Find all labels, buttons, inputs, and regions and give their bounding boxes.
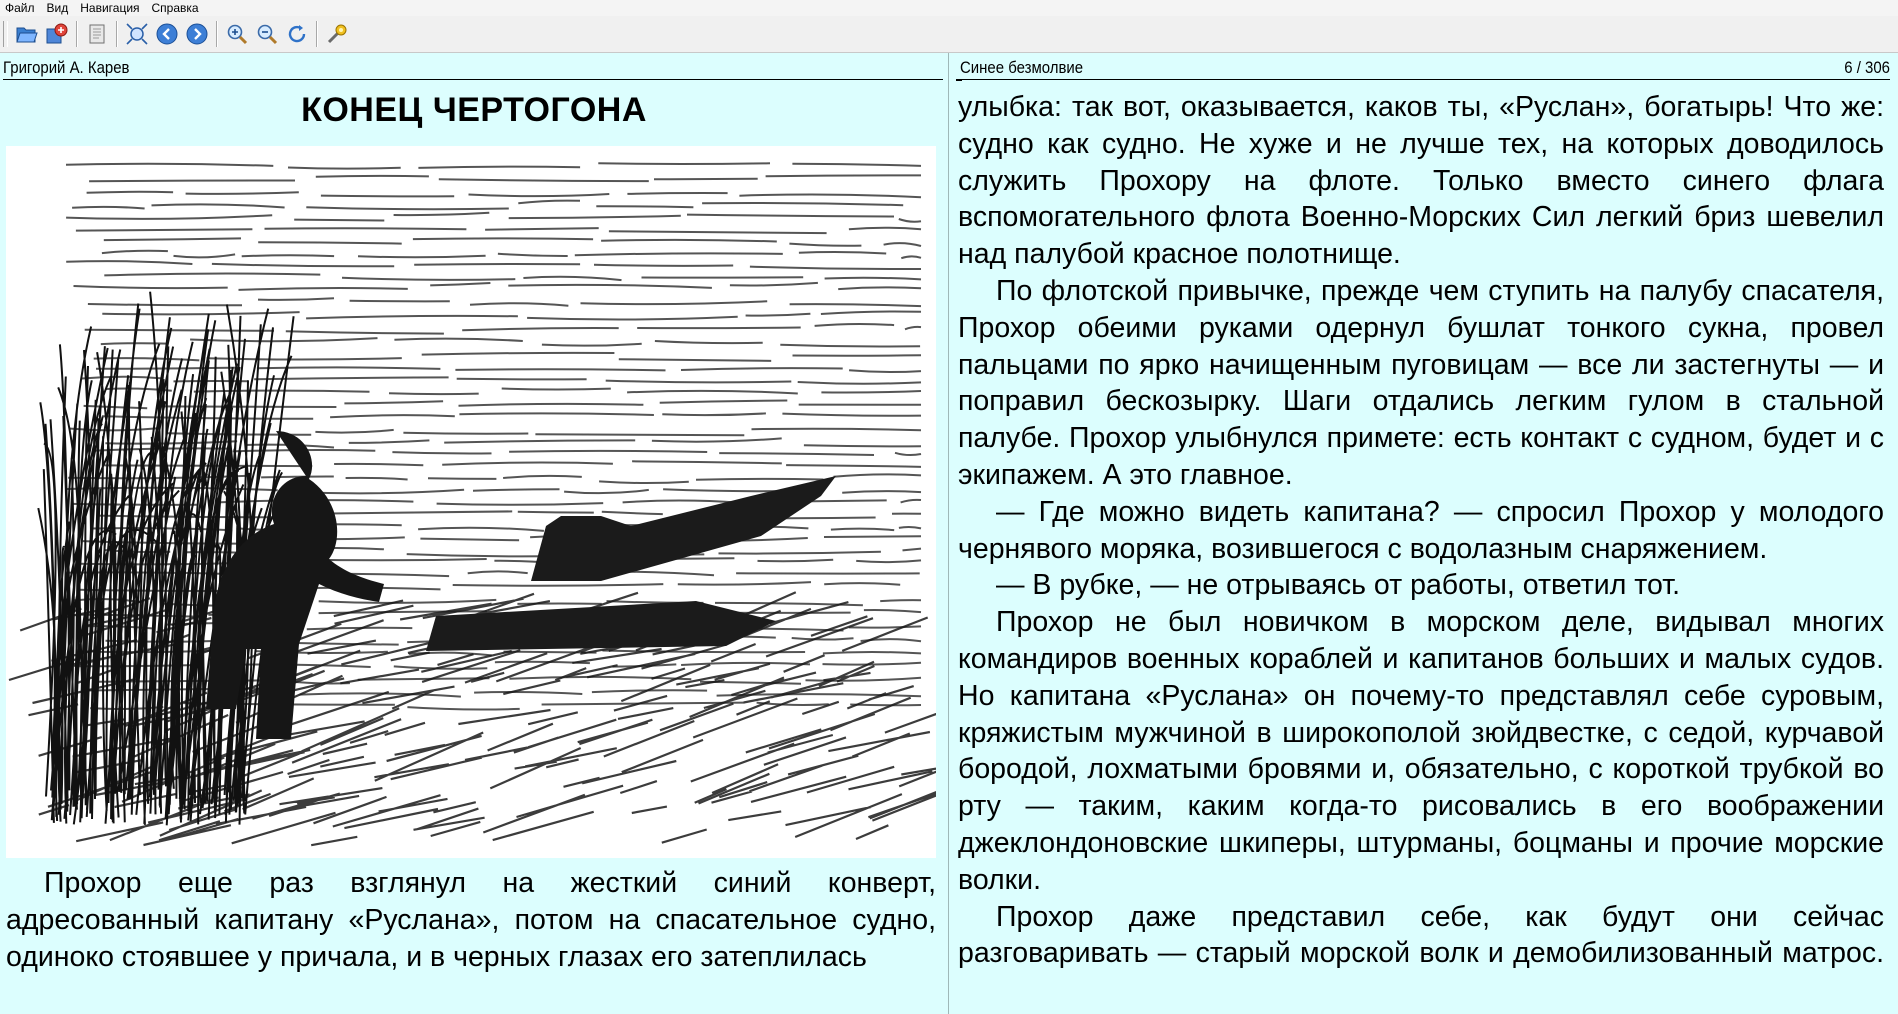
open-icon bbox=[15, 22, 39, 46]
recent-button[interactable] bbox=[44, 20, 70, 48]
paragraph: улыбка: так вот, оказывается, каков ты, «Руслан», богатырь! Что же: судно как судно. Не хуже и не лучше тех, на которых доводилось служить Прохору на флоте. Только вместо синего флага вспомогательного флота Военно-Морских Сил легкий бриз шевелил над палубой красное полотнище. bbox=[958, 91, 1884, 271]
fit-page-icon bbox=[125, 22, 149, 46]
page-header bbox=[3, 57, 943, 80]
paragraph: Прохор даже представил себе, как будут они сейчас разговаривать — старый морской волк и демобилизованный матрос. bbox=[958, 900, 1884, 970]
chapter-illustration bbox=[6, 146, 936, 858]
paragraph: По флотской привычке, прежде чем ступить на палубу спасателя, Прохор обеими руками одернул бушлат тонкого сукна, провел пальцами по ярко начищенным пуговицам — все ли застегнуты — и поправил бескозырку. Шаги отдались легким гулом в стальной палубе. Прохор улыбнулся примете: есть контакт с судном, будет и с экипажем. А это главное. bbox=[958, 274, 1884, 491]
rotate-button[interactable] bbox=[284, 20, 310, 48]
header-book-title: Синее безмолвие bbox=[960, 58, 1084, 77]
toolbar-separator bbox=[216, 21, 218, 47]
page-header bbox=[960, 57, 1890, 80]
toolbar-grip[interactable] bbox=[3, 21, 8, 47]
chapter-title: КОНЕЦ ЧЕРТОГОНА bbox=[301, 91, 647, 129]
forward-icon bbox=[185, 22, 209, 46]
toolbar-separator bbox=[316, 21, 318, 47]
page-counter: 6 / 306 bbox=[1844, 58, 1890, 77]
zoom-out-button[interactable] bbox=[254, 20, 280, 48]
right-page bbox=[950, 53, 1898, 1014]
toolbar-separator bbox=[76, 21, 78, 47]
menu-bar bbox=[0, 0, 1898, 16]
zoom-out-icon bbox=[255, 22, 279, 46]
toolbar bbox=[0, 16, 1898, 53]
zoom-in-button[interactable] bbox=[224, 20, 250, 48]
header-author: Григорий А. Карев bbox=[3, 58, 130, 77]
menu-navigation[interactable]: Навигация bbox=[80, 1, 140, 15]
page-divider bbox=[948, 53, 949, 1014]
fit-page-button[interactable] bbox=[124, 20, 150, 48]
forward-button[interactable] bbox=[184, 20, 210, 48]
back-icon bbox=[155, 22, 179, 46]
toolbar-separator bbox=[116, 21, 118, 47]
book-button[interactable] bbox=[84, 20, 110, 48]
menu-file[interactable]: Файл bbox=[5, 1, 35, 15]
rotate-icon bbox=[285, 22, 309, 46]
page-text bbox=[958, 89, 1884, 972]
paragraph: Прохор еще раз взглянул на жесткий синий конверт, адресованный капитану «Руслана», потом на спасательное судно, одиноко стоявшее у причала, и в черных глазах его затеплилась bbox=[6, 867, 936, 973]
header-tick bbox=[956, 79, 962, 81]
back-button[interactable] bbox=[154, 20, 180, 48]
open-button[interactable] bbox=[14, 20, 40, 48]
paragraph: — В рубке, — не отрываясь от работы, ответил тот. bbox=[996, 569, 1681, 602]
recent-icon bbox=[45, 22, 69, 46]
paragraph: Прохор не был новичком в морском деле, видывал многих командиров военных кораблей и капитанов больших и малых судов. Но капитана «Руслана» он почему-то представлял себе суровым, кряжистым мужчиной в широкополой зюйдвестке, с седой, курчавой бородой, лохматыми бровями и, обязательно, с короткой трубкой во рту — таким, каким когда-то рисовались в его воображении джеклондоновские шкиперы, штурманы, боцманы и прочие морские волки. bbox=[958, 606, 1884, 896]
page-text bbox=[6, 865, 936, 975]
illustration-image bbox=[6, 146, 936, 858]
settings-icon bbox=[325, 22, 349, 46]
settings-button[interactable] bbox=[324, 20, 350, 48]
menu-help[interactable]: Справка bbox=[151, 1, 199, 15]
book-icon bbox=[85, 22, 109, 46]
zoom-in-icon bbox=[225, 22, 249, 46]
left-page bbox=[0, 53, 948, 1014]
paragraph: — Где можно видеть капитана? — спросил Прохор у молодого чернявого моряка, возившегося с водолазным снаряжением. bbox=[958, 495, 1884, 565]
menu-view[interactable]: Вид bbox=[46, 1, 69, 15]
